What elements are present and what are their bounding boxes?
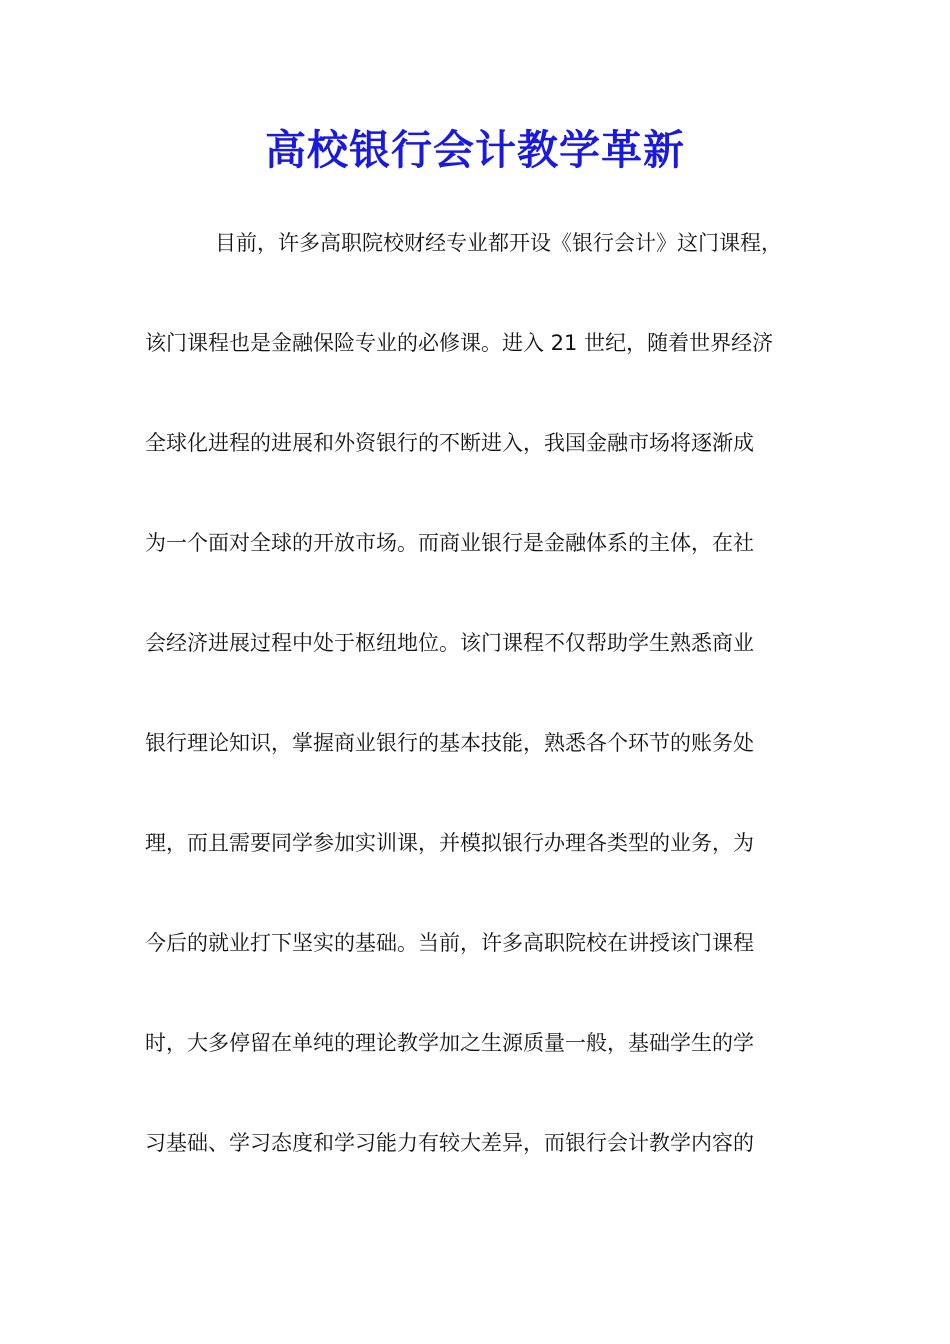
body-line-2: 该门课程也是金融保险专业的必修课。进入 21 世纪，随着世界经济 xyxy=(145,331,774,355)
body-line-4: 为一个面对全球的开放市场。而商业银行是金融体系的主体，在社 xyxy=(145,531,754,555)
body-line-3: 全球化进程的进展和外资银行的不断进入，我国金融市场将逐渐成 xyxy=(145,431,754,455)
body-line-10: 习基础、学习态度和学习能力有较大差异，而银行会计教学内容的 xyxy=(145,1131,754,1155)
body-line-8: 今后的就业打下坚实的基础。当前，许多高职院校在讲授该门课程 xyxy=(145,931,754,955)
body-line-7: 理，而且需要同学参加实训课，并模拟银行办理各类型的业务，为 xyxy=(145,831,754,855)
document-title: 高校银行会计教学革新 xyxy=(265,126,685,174)
document-body xyxy=(145,220,810,1220)
body-line-6: 银行理论知识，掌握商业银行的基本技能，熟悉各个环节的账务处 xyxy=(145,731,754,755)
body-line-1: 目前，许多高职院校财经专业都开设《银行会计》这门课程， xyxy=(215,231,782,255)
body-line-5: 会经济进展过程中处于枢纽地位。该门课程不仅帮助学生熟悉商业 xyxy=(145,631,754,655)
body-line-9: 时，大多停留在单纯的理论教学加之生源质量一般，基础学生的学 xyxy=(145,1031,754,1055)
